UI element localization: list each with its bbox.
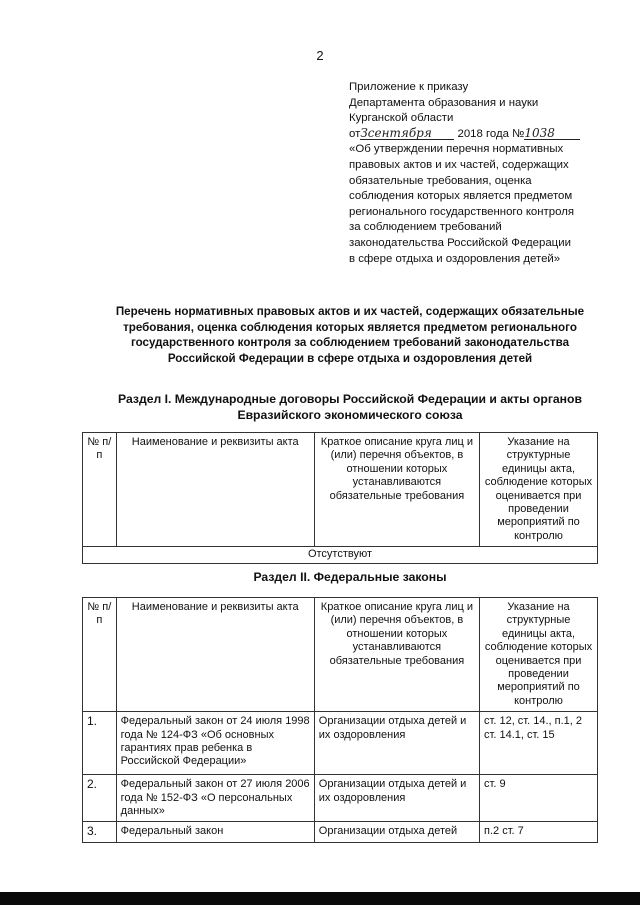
scan-edge-bar <box>0 892 640 905</box>
document-title <box>70 304 630 366</box>
approval-block <box>349 80 617 267</box>
handwritten-number: 1038 <box>524 127 580 140</box>
approval-line: Курганской области <box>349 112 454 125</box>
section-2-title: Раздел II. Федеральные законы <box>253 570 447 584</box>
header-units: Указание на структурные единицы акта, соблюдение которых оценивается при проведении мероприятий по контролю <box>480 433 598 547</box>
table-header-row <box>83 433 598 547</box>
section-2-table <box>82 597 598 843</box>
section-title-line: Евразийского экономического союза <box>237 407 463 422</box>
approval-line: Приложение к приказу <box>349 81 469 93</box>
title-line: Российской Федерации в сфере отдыха и оздоровления детей <box>167 351 533 365</box>
header-act: Наименование и реквизиты акта <box>116 433 314 547</box>
date-suffix: 2018 года № <box>457 127 525 140</box>
row-act: Федеральный закон от 24 июля 1998 года № 124-ФЗ «Об основных гарантиях прав ребенка в Российской Федерации» <box>116 712 314 775</box>
approval-line: в сфере отдыха и оздоровления детей» <box>349 252 561 265</box>
header-num: № п/п <box>83 433 117 547</box>
row-units: ст. 12, ст. 14., п.1, 2 ст. 14.1, ст. 15 <box>480 712 598 775</box>
row-act: Федеральный закон от 27 июля 2006 года № 152-ФЗ «О персональных данных» <box>116 775 314 822</box>
table-header-row <box>83 598 598 712</box>
row-subjects: Организации отдыха детей и их оздоровления <box>314 712 479 775</box>
title-line: требования, оценка соблюдения которых является предметом регионального <box>123 320 577 334</box>
row-units: п.2 ст. 7 <box>480 822 598 842</box>
approval-line: правовых актов и их частей, содержащих <box>349 158 569 171</box>
title-line: Перечень нормативных правовых актов и их частей, содержащих обязательные <box>115 305 585 318</box>
header-num: № п/п <box>83 598 117 712</box>
table-row <box>83 712 598 775</box>
approval-line: за соблюдением требований <box>349 221 502 234</box>
empty-cell: Отсутствуют <box>83 547 598 563</box>
section-1-table <box>82 432 598 564</box>
approval-line: соблюдения которых является предметом <box>349 190 573 203</box>
handwritten-date: Зсентября <box>360 127 454 140</box>
section-title-line: Раздел I. Международные договоры Российской Федерации и акты органов <box>118 392 582 406</box>
approval-line: регионального государственного контроля <box>349 205 575 218</box>
title-line: государственного контроля за соблюдением требований законодательства <box>130 336 570 350</box>
table-row <box>83 547 598 563</box>
approval-line: обязательные требования, оценка <box>349 174 532 187</box>
approval-line: законодательства Российской Федерации <box>349 236 571 249</box>
table-row <box>83 775 598 822</box>
header-subjects: Краткое описание круга лиц и (или) перечня объектов, в отношении которых устанавливаются обязательные требования <box>314 598 479 712</box>
page-number: 2 <box>316 48 324 63</box>
date-prefix: от <box>349 127 361 140</box>
row-subjects: Организации отдыха детей <box>314 822 479 842</box>
row-units: ст. 9 <box>480 775 598 822</box>
row-act: Федеральный закон <box>116 822 314 842</box>
approval-line: «Об утверждении перечня нормативных <box>349 143 564 156</box>
header-subjects: Краткое описание круга лиц и (или) перечня объектов, в отношении которых устанавливаются обязательные требования <box>314 433 479 547</box>
row-num: 2. <box>83 775 117 822</box>
approval-line: Департамента образования и науки <box>349 96 539 109</box>
header-units: Указание на структурные единицы акта, соблюдение которых оценивается при проведении мероприятий по контролю <box>480 598 598 712</box>
table-row <box>83 822 598 842</box>
row-num: 1. <box>83 712 117 775</box>
row-num: 3. <box>83 822 117 842</box>
section-1-title <box>70 392 630 423</box>
header-act: Наименование и реквизиты акта <box>116 598 314 712</box>
approval-date-line <box>349 127 617 143</box>
row-subjects: Организации отдыха детей и их оздоровления <box>314 775 479 822</box>
